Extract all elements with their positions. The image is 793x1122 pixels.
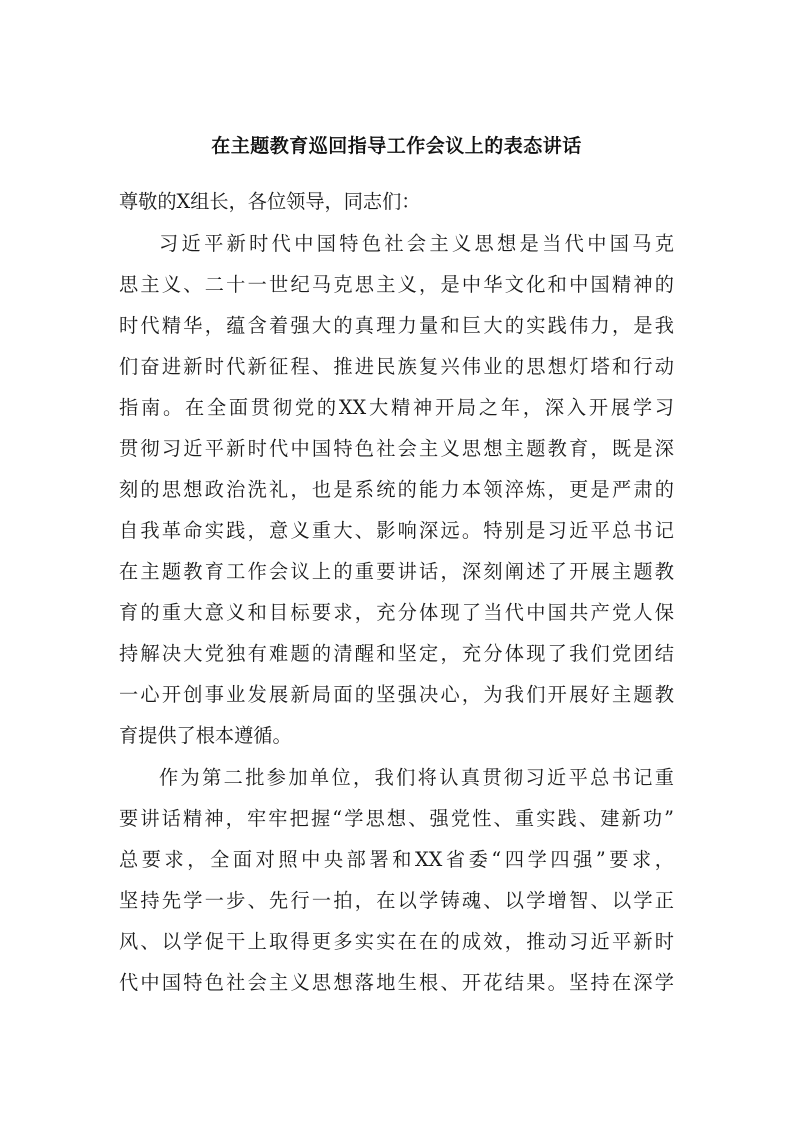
paragraph-2-line-5: 风、以学促干上取得更多实实在在的成效，推动习近平新时 [119, 930, 674, 953]
paragraph-1-line-10: 育的重大意义和目标要求，充分体现了当代中国共产党人保 [119, 601, 674, 624]
paragraph-1-line-4: 们奋进新时代新征程、推进民族复兴伟业的思想灯塔和行动 [119, 355, 674, 378]
paragraph-2-line-3: 总要求，全面对照中央部署和XX省委“四学四强”要求， [119, 848, 674, 871]
paragraph-1-line-12: 一心开创事业发展新局面的坚强决心，为我们开展好主题教 [119, 683, 674, 706]
paragraph-1-line-1: 习近平新时代中国特色社会主义思想是当代中国马克 [159, 232, 674, 255]
paragraph-1-line-9: 在主题教育工作会议上的重要讲话，深刻阐述了开展主题教 [119, 560, 674, 583]
paragraph-1-line-5: 指南。在全面贯彻党的XX大精神开局之年，深入开展学习 [119, 396, 674, 419]
document-title: 在主题教育巡回指导工作会议上的表态讲话 [211, 135, 582, 157]
paragraph-1-line-2: 思主义、二十一世纪马克思主义，是中华文化和中国精神的 [119, 273, 674, 296]
paragraph-2-line-4: 坚持先学一步、先行一拍，在以学铸魂、以学增智、以学正 [119, 889, 674, 912]
salutation: 尊敬的X组长，各位领导，同志们： [119, 190, 421, 213]
paragraph-1-line-3: 时代精华，蕴含着强大的真理力量和巨大的实践伟力，是我 [119, 314, 674, 337]
paragraph-1-line-7: 刻的思想政治洗礼，也是系统的能力本领淬炼，更是严肃的 [119, 478, 674, 501]
paragraph-1-line-13: 育提供了根本遵循。 [119, 724, 292, 747]
paragraph-1-line-8: 自我革命实践，意义重大、影响深远。特别是习近平总书记 [119, 519, 674, 542]
paragraph-2-line-1: 作为第二批参加单位，我们将认真贯彻习近平总书记重 [159, 766, 674, 789]
paragraph-2-line-6: 代中国特色社会主义思想落地生根、开花结果。坚持在深学 [119, 971, 674, 994]
paragraph-1-line-6: 贯彻习近平新时代中国特色社会主义思想主题教育，既是深 [119, 437, 674, 460]
paragraph-2-line-2: 要讲话精神，牢牢把握“学思想、强党性、重实践、建新功” [119, 807, 674, 830]
paragraph-1-line-11: 持解决大党独有难题的清醒和坚定，充分体现了我们党团结 [119, 642, 674, 665]
